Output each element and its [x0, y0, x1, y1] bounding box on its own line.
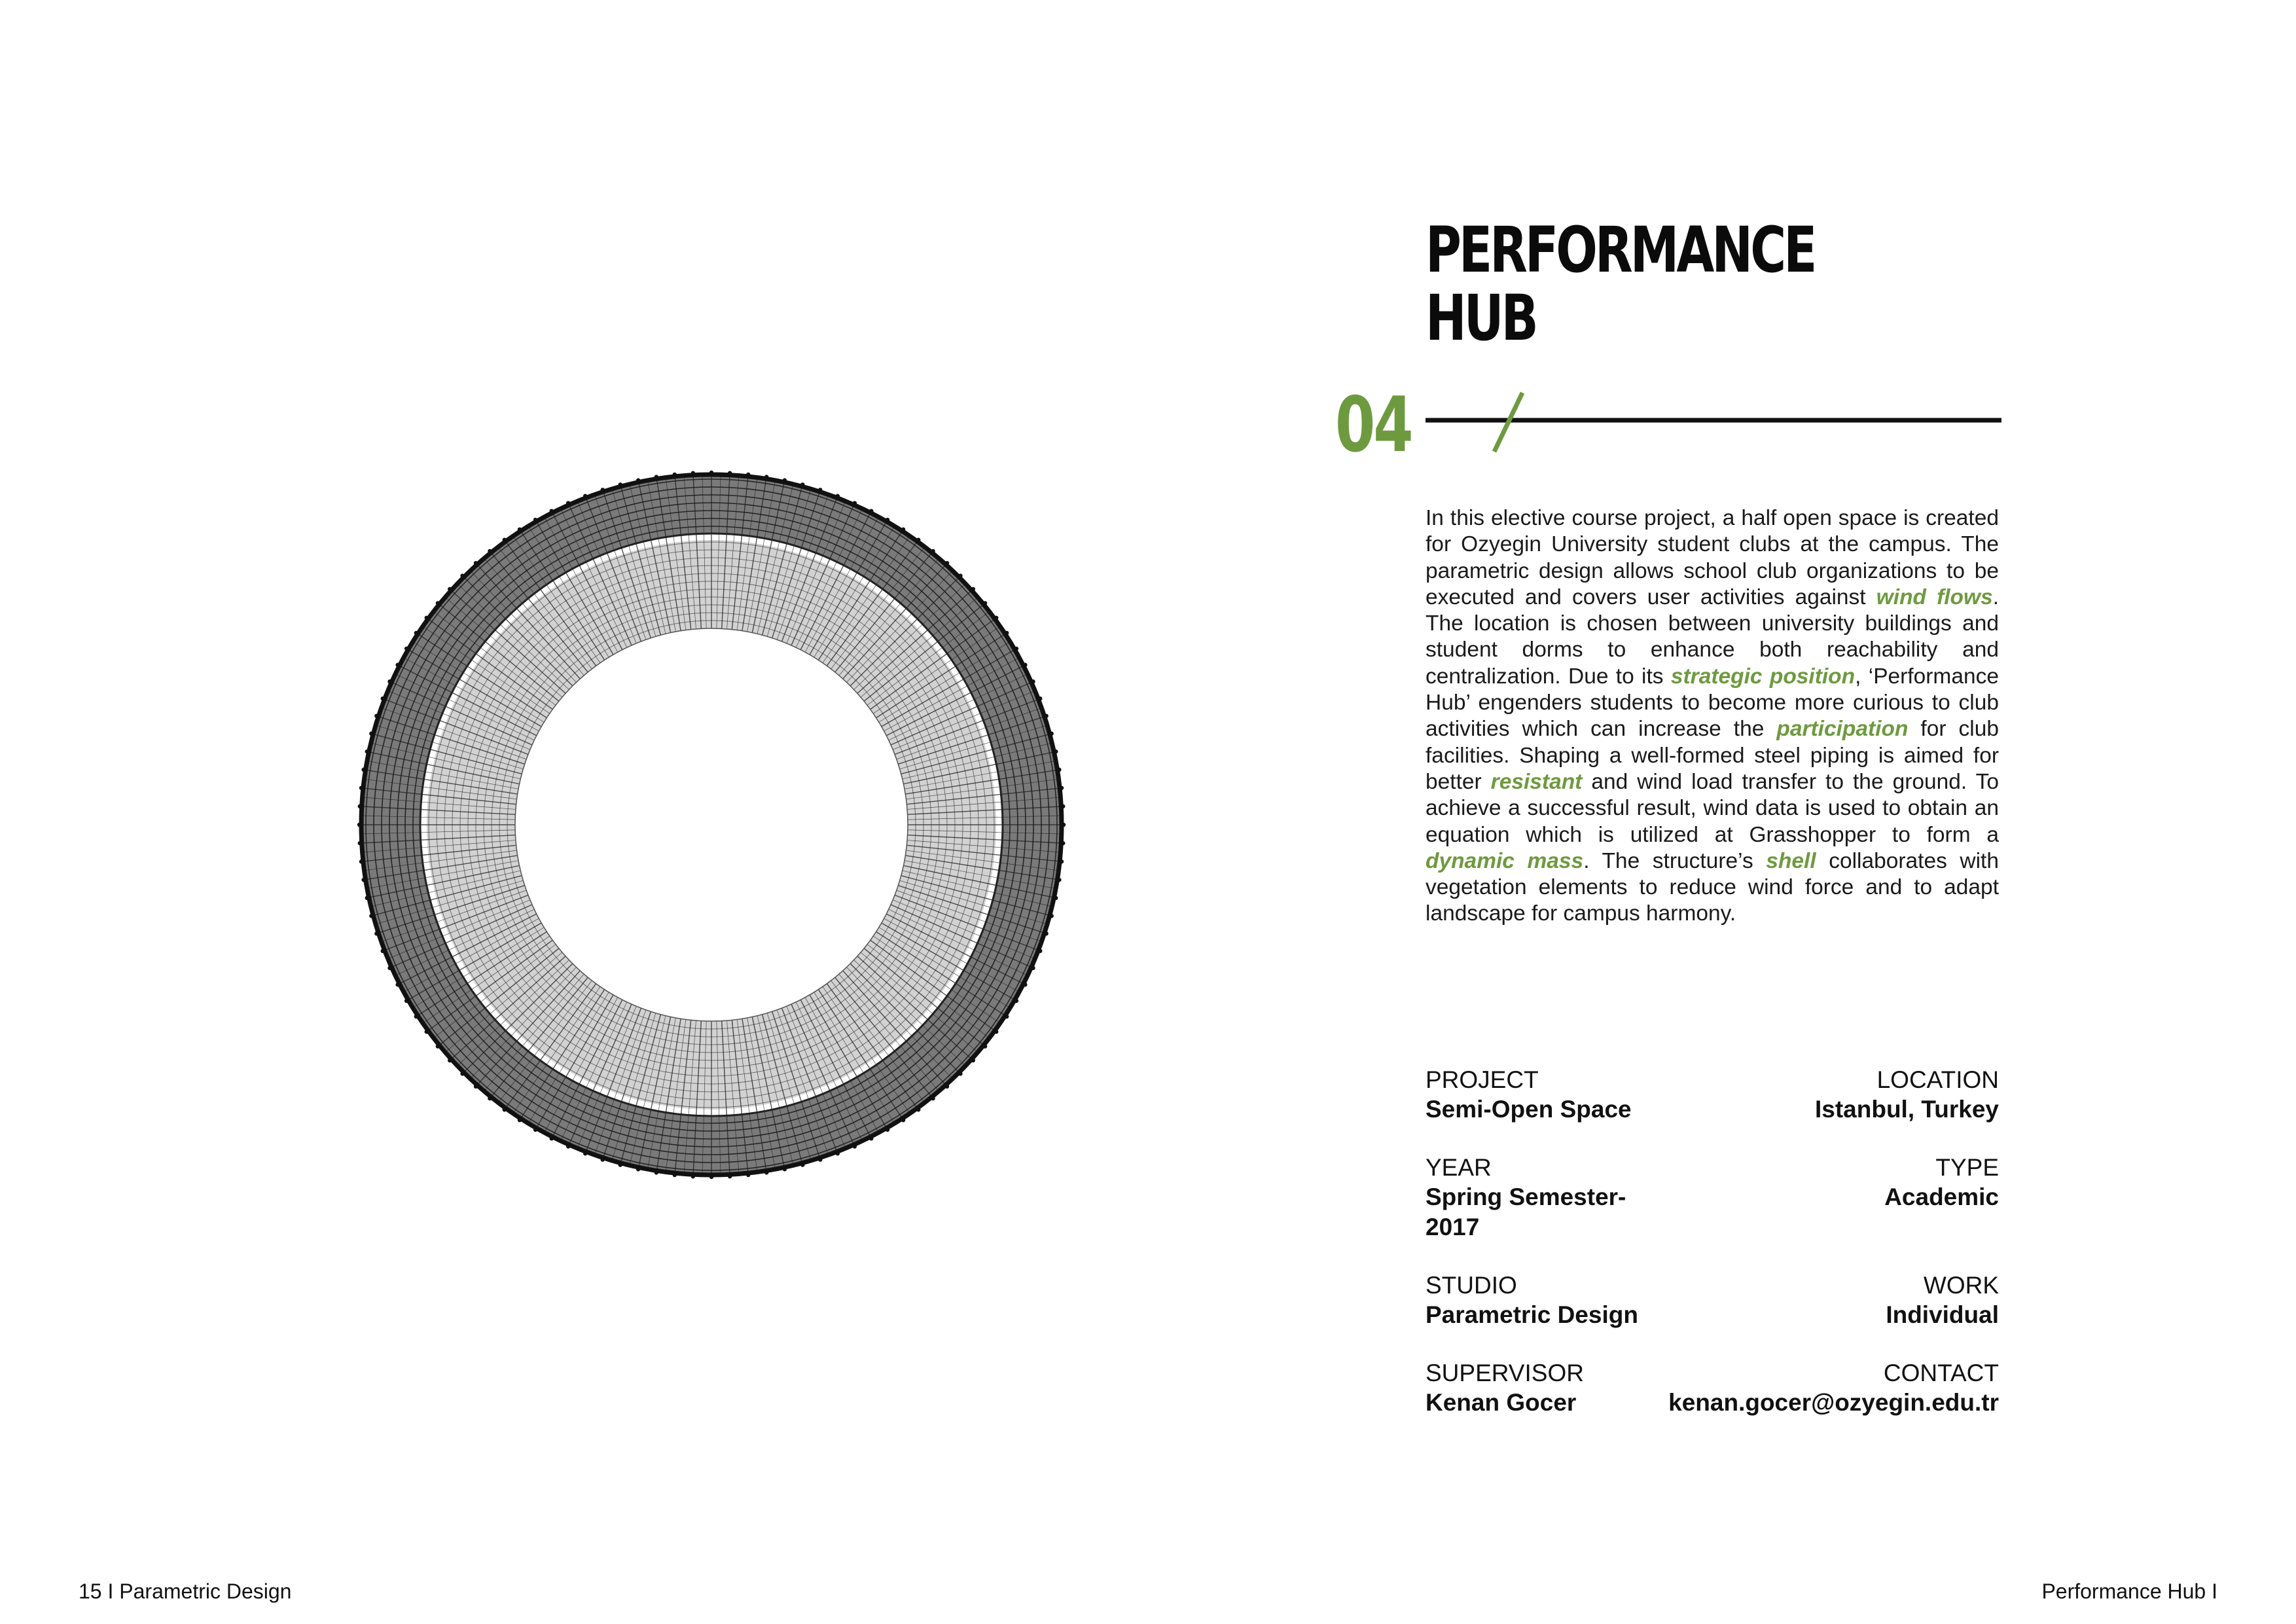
- fact-label: STUDIO: [1426, 1272, 1517, 1299]
- fact-label: YEAR: [1426, 1154, 1492, 1181]
- ring-node: [619, 482, 622, 486]
- ring-node: [764, 1170, 768, 1174]
- ring-node: [533, 518, 537, 522]
- ring-node: [550, 1136, 554, 1140]
- fact-label: LOCATION: [1876, 1066, 1999, 1093]
- ring-node: [566, 1144, 570, 1148]
- ring-node: [488, 549, 492, 553]
- fact-type: [1668, 1153, 1999, 1242]
- highlight-keyword: resistant: [1490, 769, 1583, 794]
- fact-work: [1668, 1271, 1999, 1330]
- ring-node: [655, 1170, 658, 1174]
- highlight-keyword: strategic position: [1670, 664, 1856, 689]
- ring-node: [503, 538, 507, 542]
- ring-node: [673, 1173, 677, 1177]
- ring-node: [1044, 714, 1048, 718]
- fact-value: Parametric Design: [1426, 1301, 1638, 1328]
- ring-node: [800, 1163, 804, 1166]
- ring-node: [728, 471, 732, 475]
- ring-node: [746, 1173, 750, 1177]
- ring-node: [583, 494, 587, 498]
- ring-node: [1031, 679, 1035, 683]
- fact-year: [1426, 1153, 1668, 1242]
- ring-node: [436, 601, 440, 605]
- ring-node: [746, 473, 750, 477]
- ring-node: [1038, 696, 1042, 700]
- ring-node: [365, 749, 369, 753]
- ring-node: [414, 1015, 418, 1019]
- ring-node: [387, 966, 391, 970]
- ring-node: [764, 475, 768, 478]
- ring-node: [358, 804, 362, 808]
- fact-value: kenan.gocer@ozyegin.edu.tr: [1668, 1389, 1999, 1416]
- ring-node: [886, 1128, 889, 1132]
- ring-node: [691, 1174, 695, 1178]
- ring-node: [550, 509, 554, 513]
- ring-node: [673, 473, 677, 477]
- fact-label: PROJECT: [1426, 1066, 1539, 1093]
- fact-value: Spring Semester- 2017: [1426, 1183, 1626, 1240]
- ring-node: [869, 1136, 873, 1140]
- ring-node: [358, 841, 362, 845]
- ring-node: [994, 616, 998, 620]
- fact-label: TYPE: [1935, 1154, 1999, 1181]
- ring-node: [425, 1030, 429, 1034]
- ring-node: [1044, 931, 1048, 935]
- highlight-keyword: dynamic mass: [1426, 848, 1584, 873]
- ring-node: [901, 1118, 905, 1122]
- title-line-1: PERFORMANCE: [1426, 213, 1815, 287]
- ring-node: [836, 494, 840, 498]
- ring-node: [1060, 786, 1064, 790]
- ring-node: [533, 1128, 537, 1132]
- project-facts: [1426, 1066, 1999, 1418]
- ring-node: [994, 1030, 998, 1034]
- ring-node: [636, 1167, 640, 1171]
- project-description: In this elective course project, a half open space is created for Ozyegin University student clubs at the campus. The parametric design allows school club organizations to be executed and covers user activities against wind flows. The location is chosen between university buildings and student dorms to enhance both reachability and centralization. Due to its strategic position, ‘Performance Hub’ engenders students to become more curious to club activities which can increase the participation for club facilities. Shaping a well-formed steel piping is aimed for better resistant and wind load transfer to the ground. To achieve a successful result, wind data is used to obtain an equation which is utilized at Grasshopper to form a dynamic mass. The structure’s shell collaborates with vegetation elements to reduce wind force and to adapt landscape for campus harmony.: [1426, 506, 2000, 926]
- ring-node: [1014, 647, 1018, 651]
- ring-node: [931, 549, 935, 553]
- ring-node: [1057, 768, 1061, 772]
- fact-location: [1668, 1066, 1999, 1125]
- fact-value: Academic: [1884, 1183, 1999, 1210]
- ring-node: [365, 896, 369, 900]
- fact-supervisor: [1426, 1359, 1668, 1418]
- ring-node: [619, 1163, 622, 1166]
- ring-node: [853, 1144, 857, 1148]
- fact-contact: [1668, 1359, 1999, 1418]
- ring-node: [518, 528, 522, 532]
- project-number: 04: [1335, 381, 1412, 469]
- ring-node: [448, 587, 452, 591]
- ring-node: [436, 1044, 440, 1048]
- ring-node: [1060, 859, 1064, 863]
- ring-node: [945, 1085, 949, 1089]
- ring-node: [387, 679, 391, 683]
- ring-node: [425, 616, 429, 620]
- ring-node: [1054, 749, 1058, 753]
- ring-node: [566, 501, 570, 505]
- ring-node: [958, 573, 962, 577]
- ring-node: [601, 1157, 605, 1161]
- ring-contour: [515, 628, 908, 1021]
- highlight-keyword: shell: [1766, 848, 1816, 873]
- ring-node: [1057, 878, 1061, 882]
- ring-node: [1023, 983, 1027, 986]
- fact-studio: [1426, 1271, 1668, 1330]
- ring-node: [414, 631, 418, 635]
- ring-node: [983, 1044, 987, 1048]
- footer-project-name: Performance Hub I: [2041, 1579, 2217, 1603]
- ring-node: [709, 471, 713, 475]
- project-title: [1426, 213, 1815, 355]
- ring-node: [818, 488, 822, 492]
- ring-node: [381, 696, 385, 700]
- ring-node: [374, 931, 378, 935]
- ring-node: [369, 914, 373, 918]
- ring-node: [601, 488, 605, 492]
- ring-node: [369, 732, 373, 736]
- ring-node: [636, 478, 640, 482]
- ring-node: [709, 1175, 713, 1179]
- fact-value: Istanbul, Turkey: [1815, 1096, 1999, 1123]
- ring-node: [916, 1108, 920, 1111]
- ring-node: [395, 983, 399, 986]
- ring-node: [931, 1096, 935, 1100]
- fact-label: SUPERVISOR: [1426, 1360, 1584, 1386]
- ring-node: [1038, 949, 1042, 953]
- ring-node: [474, 1085, 478, 1089]
- ring-node: [488, 1096, 492, 1100]
- ring-node: [691, 471, 695, 475]
- ring-node: [359, 859, 363, 863]
- ring-node: [583, 1151, 587, 1155]
- ring-node: [818, 1157, 822, 1161]
- ring-node: [1031, 966, 1035, 970]
- ring-node: [783, 478, 787, 482]
- ring-node: [1061, 841, 1065, 845]
- ring-node: [404, 999, 408, 1003]
- fact-project: [1426, 1066, 1668, 1125]
- ring-node: [916, 538, 920, 542]
- ring-node: [1049, 914, 1053, 918]
- highlight-keyword: wind flows: [1876, 585, 1993, 609]
- ring-node: [357, 823, 361, 827]
- ring-node: [1023, 663, 1027, 667]
- ring-node: [886, 518, 889, 522]
- ring-node: [460, 1072, 464, 1075]
- ring-node: [983, 601, 987, 605]
- ring-node: [901, 528, 905, 532]
- ring-node: [1061, 804, 1065, 808]
- ring-node: [474, 561, 478, 565]
- ring-node: [800, 482, 804, 486]
- highlight-keyword: participation: [1776, 717, 1909, 742]
- ring-node: [869, 509, 873, 513]
- ring-node: [381, 949, 385, 953]
- ring-node: [971, 1058, 975, 1062]
- ring-node: [395, 663, 399, 667]
- ring-node: [503, 1108, 507, 1111]
- ring-node: [1005, 631, 1009, 635]
- ring-node: [853, 501, 857, 505]
- ring-node: [448, 1058, 452, 1062]
- fact-label: WORK: [1923, 1272, 1999, 1299]
- ring-node: [728, 1174, 732, 1178]
- ring-node: [958, 1072, 962, 1075]
- ring-node: [836, 1151, 840, 1155]
- fact-value: Semi-Open Space: [1426, 1096, 1632, 1123]
- title-line-2: HUB: [1426, 281, 1536, 355]
- ring-node: [1049, 732, 1053, 736]
- fact-label: CONTACT: [1883, 1360, 1999, 1386]
- ring-node: [971, 587, 975, 591]
- ring-node: [374, 714, 378, 718]
- ring-node: [1062, 823, 1066, 827]
- fact-value: Individual: [1886, 1301, 1999, 1328]
- ring-node: [404, 647, 408, 651]
- ring-node: [361, 878, 365, 882]
- footer-page-section: 15 I Parametric Design: [79, 1579, 292, 1603]
- ring-node: [1014, 999, 1018, 1003]
- ring-inner-edge: [515, 628, 908, 1021]
- ring-node: [783, 1167, 787, 1171]
- ring-node: [359, 786, 363, 790]
- ring-node: [945, 561, 949, 565]
- ring-node: [518, 1118, 522, 1122]
- ring-node: [1005, 1015, 1009, 1019]
- title-divider-line: [1426, 386, 2001, 458]
- fact-value: Kenan Gocer: [1426, 1389, 1577, 1416]
- ring-node: [361, 768, 365, 772]
- ring-node: [1054, 896, 1058, 900]
- ring-node: [655, 475, 658, 478]
- ring-node: [460, 573, 464, 577]
